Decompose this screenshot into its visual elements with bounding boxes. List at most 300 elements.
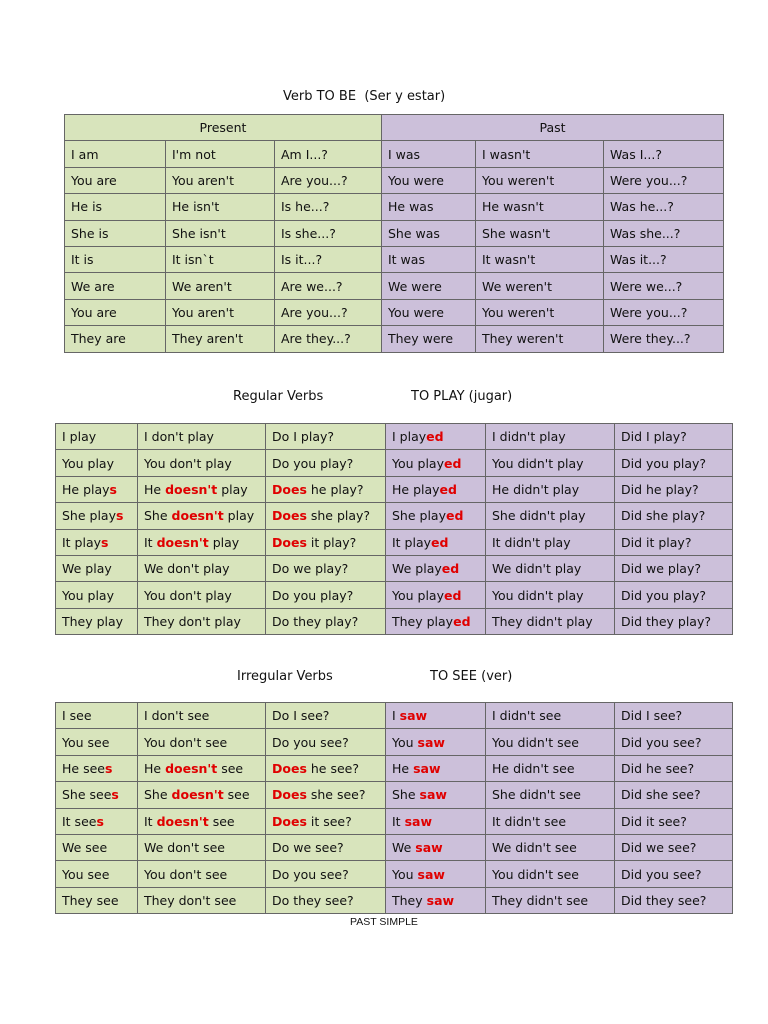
cell-text: see: [217, 760, 244, 776]
cell-text: I don't play: [144, 429, 214, 445]
highlighted-text: ed: [426, 429, 444, 445]
irregular-cell: [266, 887, 386, 913]
irregular-row: [56, 834, 733, 860]
regular-cell: [615, 503, 733, 529]
cell-text: It: [392, 813, 405, 829]
cell-text: She is: [71, 225, 109, 241]
highlighted-text: Does: [272, 508, 307, 524]
irregular-cell: [56, 861, 138, 887]
irregular-row: [56, 755, 733, 781]
regular-cell: [486, 555, 615, 581]
cell-text: You were: [388, 304, 444, 320]
cell-text: We aren't: [172, 278, 232, 294]
be-cell: [65, 194, 166, 220]
cell-text: Do you play?: [272, 587, 354, 603]
regular-cell: [138, 555, 266, 581]
present-header: Present: [65, 115, 382, 141]
be-cell: [275, 246, 382, 272]
cell-text: Were we...?: [610, 278, 683, 294]
highlighted-text: saw: [404, 813, 432, 829]
cell-text: Did he see?: [621, 760, 695, 776]
highlighted-text: ed: [439, 481, 457, 497]
regular-cell: [138, 582, 266, 608]
irregular-cell: [266, 755, 386, 781]
regular-cell: [615, 529, 733, 555]
cell-text: Was I...?: [610, 146, 662, 162]
cell-text: You see: [62, 866, 110, 882]
be-cell: [382, 246, 476, 272]
regular-cell: [486, 529, 615, 555]
cell-text: Did it see?: [621, 813, 687, 829]
irregular-cell: [386, 755, 486, 781]
irregular-cell: [56, 755, 138, 781]
to-play-title: TO PLAY (jugar): [411, 389, 513, 404]
cell-text: It: [144, 534, 157, 550]
cell-text: Do you play?: [272, 455, 354, 471]
cell-text: You: [392, 866, 418, 882]
be-cell: [382, 299, 476, 325]
cell-text: It is: [71, 252, 94, 268]
cell-text: You aren't: [172, 172, 234, 188]
cell-text: Did I see?: [621, 708, 683, 724]
irregular-cell: [266, 834, 386, 860]
cell-text: play: [208, 534, 240, 550]
cell-text: He wasn't: [482, 199, 544, 215]
regular-cell: [615, 476, 733, 502]
regular-cell: [56, 476, 138, 502]
cell-text: You didn't see: [492, 734, 579, 750]
regular-cell: [386, 555, 486, 581]
cell-text: You play: [392, 587, 444, 603]
irregular-cell: [138, 834, 266, 860]
cell-text: You are: [71, 304, 117, 320]
cell-text: We are: [71, 278, 115, 294]
irregular-cell: [266, 861, 386, 887]
be-cell: [166, 246, 275, 272]
cell-text: Do they play?: [272, 613, 359, 629]
cell-text: he play?: [306, 481, 364, 497]
cell-text: She: [392, 787, 420, 803]
regular-verbs-title: Regular Verbs: [233, 389, 324, 404]
cell-text: Are we...?: [281, 278, 343, 294]
cell-text: You don't play: [144, 587, 232, 603]
cell-text: He is: [71, 199, 103, 215]
regular-row: [56, 476, 733, 502]
regular-cell: [615, 608, 733, 634]
be-cell: [382, 273, 476, 299]
be-cell: [382, 167, 476, 193]
irregular-cell: [486, 782, 615, 808]
highlighted-text: Does: [272, 534, 307, 550]
highlighted-text: saw: [415, 840, 443, 856]
be-cell: [476, 273, 604, 299]
be-cell: [65, 220, 166, 246]
regular-cell: [386, 529, 486, 555]
irregular-cell: [386, 703, 486, 729]
highlighted-text: ed: [431, 534, 449, 550]
cell-text: Did we see?: [621, 840, 697, 856]
be-cell: [275, 299, 382, 325]
cell-text: I play: [62, 429, 97, 445]
highlighted-text: doesn't: [165, 481, 218, 497]
be-cell: [275, 326, 382, 352]
highlighted-text: saw: [413, 760, 441, 776]
cell-text: Did it play?: [621, 534, 692, 550]
cell-text: I play: [392, 429, 427, 445]
highlighted-text: ed: [453, 613, 471, 629]
cell-text: He didn't see: [492, 760, 575, 776]
cell-text: It play: [392, 534, 432, 550]
cell-text: I was: [388, 146, 421, 162]
be-row: [65, 299, 724, 325]
irregular-cell: [615, 887, 733, 913]
be-cell: [604, 167, 724, 193]
regular-cell: [266, 582, 386, 608]
regular-row: [56, 582, 733, 608]
cell-text: Did he play?: [621, 481, 699, 497]
cell-text: Are you...?: [281, 304, 348, 320]
be-cell: [604, 194, 724, 220]
regular-cell: [266, 450, 386, 476]
cell-text: We don't see: [144, 840, 225, 856]
be-title: Verb TO BE (Ser y estar): [283, 89, 446, 104]
irregular-cell: [386, 729, 486, 755]
cell-text: You weren't: [482, 304, 555, 320]
highlighted-text: saw: [399, 708, 428, 724]
highlighted-text: doesn't: [156, 534, 209, 550]
cell-text: Were they...?: [610, 331, 691, 347]
cell-text: You aren't: [172, 304, 234, 320]
cell-text: It play: [62, 534, 102, 550]
cell-text: Did you play?: [621, 587, 707, 603]
cell-text: She wasn't: [482, 225, 551, 241]
cell-text: They play: [62, 613, 124, 629]
cell-text: she play?: [306, 508, 371, 524]
highlighted-text: Does: [272, 813, 307, 829]
cell-text: They don't play: [144, 613, 241, 629]
irregular-cell: [615, 834, 733, 860]
irregular-cell: [386, 861, 486, 887]
be-cell: [604, 141, 724, 167]
be-row: [65, 167, 724, 193]
irregular-cell: [138, 808, 266, 834]
cell-text: Did she see?: [621, 787, 701, 803]
cell-text: she see?: [306, 787, 366, 803]
irregular-row: [56, 808, 733, 834]
cell-text: Did you see?: [621, 734, 702, 750]
be-cell: [166, 273, 275, 299]
cell-text: He: [392, 760, 414, 776]
irregular-cell: [138, 861, 266, 887]
be-cell: [604, 326, 724, 352]
irregular-row: [56, 703, 733, 729]
regular-cell: [266, 424, 386, 450]
cell-text: You didn't play: [492, 587, 584, 603]
cell-text: You see: [62, 734, 110, 750]
irregular-cell: [615, 755, 733, 781]
highlighted-text: s: [109, 481, 117, 497]
be-cell: [166, 220, 275, 246]
be-row: [65, 194, 724, 220]
be-cell: [604, 220, 724, 246]
cell-text: We were: [388, 278, 442, 294]
cell-text: You are: [71, 172, 117, 188]
be-row: [65, 220, 724, 246]
highlighted-text: ed: [443, 455, 462, 471]
irregular-cell: [56, 808, 138, 834]
cell-text: it play?: [306, 534, 357, 550]
highlighted-text: ed: [441, 561, 460, 577]
irregular-cell: [138, 755, 266, 781]
irregular-cell: [486, 887, 615, 913]
be-row: [65, 246, 724, 272]
cell-text: You weren't: [482, 172, 555, 188]
regular-cell: [486, 424, 615, 450]
cell-text: Are you...?: [281, 172, 348, 188]
irregular-cell: [386, 782, 486, 808]
cell-text: It didn't play: [492, 534, 571, 550]
cell-text: You don't play: [144, 455, 232, 471]
regular-cell: [615, 555, 733, 581]
be-cell: [65, 167, 166, 193]
cell-text: We weren't: [482, 278, 553, 294]
be-cell: [476, 167, 604, 193]
be-cell: [382, 194, 476, 220]
cell-text: it see?: [306, 813, 352, 829]
highlighted-text: s: [96, 813, 104, 829]
cell-text: You play: [62, 455, 114, 471]
irregular-cell: [486, 808, 615, 834]
irregular-cell: [386, 834, 486, 860]
irregular-cell: [266, 703, 386, 729]
cell-text: Are they...?: [281, 331, 351, 347]
cell-text: She was: [388, 225, 440, 241]
cell-text: It wasn't: [482, 252, 536, 268]
cell-text: He: [144, 481, 166, 497]
be-cell: [166, 167, 275, 193]
highlighted-text: s: [111, 787, 119, 803]
highlighted-text: s: [116, 508, 124, 524]
be-cell: [275, 273, 382, 299]
regular-row: [56, 503, 733, 529]
be-cell: [382, 220, 476, 246]
cell-text: She isn't: [172, 225, 226, 241]
cell-text: play: [223, 508, 255, 524]
cell-text: You didn't play: [492, 455, 584, 471]
regular-row: [56, 529, 733, 555]
cell-text: play: [217, 481, 248, 497]
regular-cell: [138, 608, 266, 634]
be-cell: [166, 299, 275, 325]
cell-text: Did they see?: [621, 892, 707, 908]
cell-text: They: [392, 892, 427, 908]
cell-text: She play: [392, 508, 446, 524]
regular-cell: [138, 503, 266, 529]
irregular-cell: [56, 729, 138, 755]
cell-text: It didn't see: [492, 813, 567, 829]
highlighted-text: s: [104, 760, 113, 776]
irregular-verbs-title: Irregular Verbs: [237, 669, 333, 684]
regular-cell: [56, 503, 138, 529]
be-cell: [65, 273, 166, 299]
regular-cell: [386, 476, 486, 502]
regular-cell: [266, 555, 386, 581]
regular-cell: [486, 608, 615, 634]
irregular-cell: [486, 834, 615, 860]
cell-text: It isn`t: [172, 252, 214, 268]
regular-cell: [56, 608, 138, 634]
cell-text: I don't see: [144, 708, 210, 724]
cell-text: I'm not: [172, 146, 216, 162]
cell-text: We didn't see: [492, 840, 577, 856]
irregular-cell: [615, 782, 733, 808]
be-cell: [275, 194, 382, 220]
regular-cell: [266, 529, 386, 555]
cell-text: We play: [62, 561, 112, 577]
be-cell: [382, 141, 476, 167]
cell-text: He see: [62, 760, 105, 776]
cell-text: I see: [62, 708, 92, 724]
highlighted-text: saw: [419, 787, 447, 803]
irregular-cell: [615, 729, 733, 755]
regular-row: [56, 555, 733, 581]
cell-text: Did they play?: [621, 613, 711, 629]
be-cell: [166, 326, 275, 352]
cell-text: Was she...?: [610, 225, 681, 241]
cell-text: It see: [62, 813, 97, 829]
cell-text: He was: [388, 199, 434, 215]
be-row: [65, 326, 724, 352]
be-cell: [275, 141, 382, 167]
be-cell: [604, 246, 724, 272]
regular-cell: [56, 582, 138, 608]
cell-text: He play: [62, 481, 110, 497]
cell-text: Do I play?: [272, 429, 335, 445]
irregular-cell: [386, 887, 486, 913]
cell-text: They aren't: [172, 331, 244, 347]
cell-text: You play: [392, 455, 444, 471]
cell-text: They were: [388, 331, 454, 347]
cell-text: Do we play?: [272, 561, 349, 577]
cell-text: Did I play?: [621, 429, 687, 445]
irregular-cell: [486, 703, 615, 729]
cell-text: Am I...?: [281, 146, 328, 162]
cell-text: You didn't see: [492, 866, 579, 882]
regular-cell: [386, 608, 486, 634]
irregular-cell: [138, 703, 266, 729]
regular-cell: [486, 582, 615, 608]
regular-cell: [56, 529, 138, 555]
regular-cell: [386, 582, 486, 608]
be-cell: [275, 167, 382, 193]
cell-text: We see: [62, 840, 108, 856]
cell-text: They weren't: [482, 331, 564, 347]
cell-text: I didn't play: [492, 429, 566, 445]
be-cell: [65, 141, 166, 167]
cell-text: They see: [62, 892, 119, 908]
irregular-cell: [615, 703, 733, 729]
cell-text: They don't see: [144, 892, 237, 908]
cell-text: I: [392, 708, 400, 724]
cell-text: He: [144, 760, 166, 776]
cell-text: It was: [388, 252, 425, 268]
irregular-cell: [138, 782, 266, 808]
cell-text: Do I see?: [272, 708, 330, 724]
regular-cell: [486, 476, 615, 502]
regular-cell: [138, 476, 266, 502]
cell-text: see: [208, 813, 235, 829]
irregular-cell: [138, 729, 266, 755]
regular-cell: [486, 450, 615, 476]
be-cell: [604, 273, 724, 299]
cell-text: Was it...?: [610, 252, 667, 268]
be-cell: [275, 220, 382, 246]
irregular-cell: [56, 887, 138, 913]
cell-text: We: [392, 840, 416, 856]
be-cell: [476, 141, 604, 167]
irregular-cell: [486, 755, 615, 781]
regular-cell: [138, 529, 266, 555]
be-cell: [476, 220, 604, 246]
irregular-cell: [266, 808, 386, 834]
irregular-cell: [56, 782, 138, 808]
highlighted-text: doesn't: [156, 813, 209, 829]
cell-text: We play: [392, 561, 442, 577]
cell-text: Is she...?: [281, 225, 336, 241]
be-cell: [476, 246, 604, 272]
cell-text: She didn't see: [492, 787, 581, 803]
regular-cell: [615, 450, 733, 476]
irregular-cell: [615, 861, 733, 887]
irregular-cell: [266, 782, 386, 808]
be-cell: [476, 326, 604, 352]
regular-cell: [56, 424, 138, 450]
regular-cell: [266, 608, 386, 634]
regular-cell: [615, 424, 733, 450]
be-cell: [382, 326, 476, 352]
regular-row: [56, 608, 733, 634]
be-cell: [166, 141, 275, 167]
cell-text: Did we play?: [621, 561, 701, 577]
regular-cell: [386, 503, 486, 529]
cell-text: Do you see?: [272, 866, 349, 882]
cell-text: We don't play: [144, 561, 230, 577]
cell-text: He didn't play: [492, 481, 580, 497]
cell-text: Was he...?: [610, 199, 674, 215]
cell-text: Do they see?: [272, 892, 354, 908]
irregular-cell: [56, 703, 138, 729]
highlighted-text: doesn't: [165, 760, 218, 776]
cell-text: Did you play?: [621, 455, 707, 471]
highlighted-text: doesn't: [171, 787, 224, 803]
cell-text: I wasn't: [482, 146, 531, 162]
be-cell: [166, 194, 275, 220]
cell-text: You: [392, 734, 418, 750]
cell-text: Do you see?: [272, 734, 349, 750]
irregular-cell: [56, 834, 138, 860]
irregular-cell: [486, 729, 615, 755]
cell-text: You don't see: [144, 734, 228, 750]
regular-cell: [386, 424, 486, 450]
be-cell: [476, 194, 604, 220]
regular-cell: [56, 450, 138, 476]
cell-text: Were you...?: [610, 172, 688, 188]
be-row: [65, 141, 724, 167]
highlighted-text: Does: [272, 481, 307, 497]
cell-text: Is he...?: [281, 199, 330, 215]
cell-text: She: [144, 787, 172, 803]
cell-text: They play: [392, 613, 454, 629]
